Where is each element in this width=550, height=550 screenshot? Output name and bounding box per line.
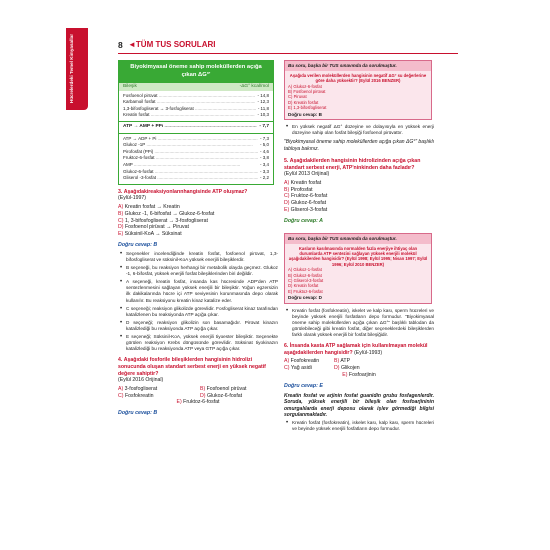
option: C) Fosfokreatin (118, 392, 154, 399)
question-source: (Eylül-1997) (118, 195, 146, 202)
page-number: 8 (118, 40, 123, 50)
answer-q3: Doğru cevap: B (118, 241, 158, 248)
related-answer: Doğru cevap: D (288, 295, 322, 301)
energy-row: Karbamoil fosfat ..... - 12,3 (123, 99, 269, 106)
energy-table-header (119, 83, 273, 91)
option: D) Glukoz-6-fosfat (284, 200, 327, 207)
option: A) Fosfokreatin (284, 358, 320, 365)
q5-options (284, 180, 434, 214)
option: E) Fosfoarjinin (342, 371, 376, 378)
question-text: İnsanda kasta ATP sağlamak için kullanılmayan molekül aşağıdakilerden hangisidir? (284, 343, 428, 356)
question-text: Aşağıdaki fosforile bileşiklerden hangisinin hidrolizi sonucunda oluşan standart serbest enerji en yüksek negatif değere sahiptir? (118, 357, 266, 377)
option: A) Kreatin fosfat (284, 179, 322, 186)
option: D) Kreatin fosfat (288, 99, 319, 105)
option: C) Yağ asidi (284, 365, 312, 372)
option: B) Glukoz -1, 6-bifosfat → Glukoz-6-fosfat (118, 210, 215, 217)
explanation: • B seçeneği, bu reaksiyon herhangi bir metabolik olayda geçmez. Glukoz -1, 6-bifosfat, yüksek enerjili fosfat bileşiklerinden biri değildir. (118, 265, 278, 277)
option: C) Fruktoz-6-fosfat (284, 193, 328, 200)
option: A) Kreatin fosfat → Kreatin (118, 203, 180, 210)
option: C) Piruvat (288, 94, 307, 100)
option: B) Fosfoenol pirüvat (288, 89, 326, 95)
energy-row: Kreatin fosfat ..... - 10,3 (123, 112, 269, 119)
option: C) Gliserol-3-fosfat (288, 278, 324, 284)
option: A) 3-fosfogliserat (118, 385, 158, 392)
option: A) Glukoz-6-fosfat (288, 83, 322, 89)
question-number: 6. (284, 343, 289, 350)
question-5 (284, 158, 434, 178)
question-number: 5. (284, 158, 289, 165)
option: D) Glukoz-6-fosfat (200, 392, 243, 399)
left-column (118, 60, 278, 417)
related-answer: Doğru cevap: B (288, 111, 322, 117)
explanation: • Kreatin fosfat (fosfokreatin), iskelet ve kalp kası, sperm hücreleri ve beyinde yüksek enerjili fosfatların depo formudur. "Biyokimyasal öneme sahip moleküllerden açığa çıkan ΔG°" başlıklı tablodan da görülebileceği gibi kreatin fosfat, diğer seçeneklerdeki bileşiklerden farklı olarak yüksek enerjili bir fosfat bileşiğidir. (284, 308, 434, 338)
question-source: (Eylül-1993) (354, 349, 383, 356)
question-6 (284, 343, 434, 356)
question-4 (118, 357, 278, 383)
related-question-text: Aşağıda verilen moleküllerden hangisinin negatif ΔG° su değerlerine göre daha yüksektir? (Eylül 2016 BENZER) (289, 72, 427, 84)
explanation: • E seçeneği; Süksinil-KoA, yüksek enerjili tiyoester bileşiktir. Seçenekte görülen reaksiyon Krebs döngüsünde görevlidir. Süksinat tiyokinazın katalizlediği bu reaksiyonda ATP veya GTP açığa çıkar. (118, 334, 278, 352)
option: C) 1, 3-bifosfogliserat → 3-fosfogliserat (118, 217, 208, 224)
option: A) Glukoz-1-fosfat (288, 267, 322, 273)
question-source: (Eylül 2013 Orijinal) (284, 171, 330, 178)
explanation: • En yüksek negatif ΔG° düzeyine ve dolayısıyla en yüksek enerji düzeyine sahip olan fosfat bileşiği fosfoenol pirüvattır. (284, 124, 434, 136)
related-question-text: Kasların kasılmasında normalden fazla enerjiye ihtiyaç olan durumlarda ATP sentezini sağlayan yüksek enerjili molekül aşağıdakilerden hangisidir? (Eylül 1998; Eylül 1995; Nisan 1997; Eylül 1996; Eylül 2010 BENZER) (288, 245, 428, 267)
option: B) Glukoz-6-fosfat (288, 272, 322, 278)
option: B) Pirofosfat (284, 186, 313, 193)
energy-table (118, 60, 274, 185)
section-title: ◄TÜM TUS SORULARI (128, 40, 216, 49)
option: E) 1,3-bifosfogliserat (288, 105, 327, 111)
energy-row: Pirofosfat (PPi) ..... - 4,6 (123, 149, 269, 156)
energy-row: Fruktoz-6-fosfat ..... - 3,8 (123, 155, 269, 162)
option: E) Fruktoz-6-fosfat (288, 288, 323, 294)
option: D) Kreatin fosfat (288, 283, 319, 289)
option: D) Fosfoenol pirüvat → Piruvat (118, 224, 189, 231)
related-question-box-1 (284, 60, 432, 120)
energy-row: AMP ..... - 3,4 (123, 162, 269, 169)
energy-table-title: Biyokimyasal öneme sahip moleküllerden açığa çıkan ΔG°' (119, 61, 273, 83)
answer-q4: Doğru cevap: B (118, 410, 158, 417)
explanation: • A seçeneği, kreatin fosfat, insanda kas hücresinde ADP'den ATP sentezlenmesini sağlayan yüksek enerjili bir bileşiktir. Yoğun egzersizin ilk dakikalarında hücre içi ATP seviyesinin korunmasında depo olarak kullanılır. Bu reaksiyonu kreatin kinaz katalize eder. (118, 279, 278, 303)
related-box-header: Bu soru, başka bir TUS sınavında da sorulmuştur. (285, 61, 431, 71)
option: B) Fosfoenol pirüvat (200, 385, 247, 392)
energy-col-dg: -ΔG° kcal/mol (239, 84, 269, 90)
option: B) ATP (334, 358, 351, 365)
table-reference-note: "Biyokimyasal öneme sahip moleküllerden açığa çıkan ΔG°" başlıklı tabloya bakınız. (284, 139, 434, 152)
option: E) Gliserol-3-fosfat (284, 207, 328, 214)
side-chapter-label: Hücrelerdeki Temel Kimyasallar (69, 34, 74, 104)
question-3 (118, 189, 278, 202)
energy-row: Fosfoenol pirüvat ..... - 14,8 (123, 93, 269, 100)
energy-row: Glukoz -1P ..... - 5,0 (123, 142, 269, 149)
energy-group-high (119, 91, 273, 122)
option: E) Fruktoz-6-fosfat (176, 399, 220, 406)
q4-options (118, 386, 278, 400)
option: E) Süksinil-KoA → Süksinat (118, 231, 182, 238)
right-column (284, 60, 434, 433)
explanation: • Kreatin fosfat (fosfokreatin), iskelet kası, kalp kası, sperm hücreleri ve beyinde yüksek enerjili fosfatların depo formudur. (284, 420, 434, 432)
q6-options (284, 358, 434, 372)
page-header (118, 40, 458, 54)
energy-row: Gliserol -3-fosfat ..... - 2,2 (123, 175, 269, 182)
energy-col-compound: Bileşik (123, 84, 137, 90)
question-text: Aşağıdakilerden hangisinin hidrolizinden açığa çıkan standart serbest enerji, ATP'ninkinden daha fazladır? (284, 158, 421, 171)
q3-options (118, 204, 278, 238)
question-text: Aşağıdakireaksiyonlarınhangisinde ATP oluşmaz? (123, 188, 248, 195)
explanation-paragraph: Kreatin fosfat ve arjinin fosfat guanidin grubu fosfagenlerdir. Soruda, yüksek enerjili bir bileşik olan fosfoarjininin omurgalılarda enerji deposu olarak işlev görmediği bilgisi sorgulanmaktadır. (284, 392, 434, 418)
question-number: 4. (118, 357, 123, 364)
energy-row: ATP → ADP + Pi ..... - 7,3 (123, 136, 269, 143)
option: D) Glikojen (334, 365, 360, 372)
side-chapter-tab (66, 28, 88, 110)
energy-group-low (119, 134, 273, 184)
explanation: • D seçeneği; reaksiyon glikolizin son basamağıdır. Pirüvat kinazın katalizlediği bu reaksiyonda ATP açığa çıkar. (118, 320, 278, 332)
explanation: • C seçeneği; reaksiyon glikolizde görevlidir. Fosfogliserat kinaz tarafından katalizlenen bu reaksiyonda ATP açığa çıkar. (118, 306, 278, 318)
energy-row: ATP → AMP + PPi ..... - 7,7 (123, 124, 269, 131)
related-box-header: Bu soru, başka bir TUS sınavında da sorulmuştur. (285, 234, 431, 244)
energy-row: 1,3-bifosfogliserat → 3-fosfogliserat ..... - 11,8 (123, 106, 269, 113)
answer-q6: Doğru cevap: E (284, 382, 323, 389)
answer-q5: Doğru cevap: A (284, 217, 323, 224)
energy-group-atp (119, 122, 273, 134)
related-question-box-2 (284, 233, 432, 304)
question-source: (Eylül 2016 Orijinal) (118, 377, 164, 384)
energy-row: Glukoz-6-fosfat ..... - 3,3 (123, 169, 269, 176)
question-number: 3. (118, 188, 123, 195)
explanation: • Seçenekler incelendiğinde kreatin fosfat, fosfoenol pirüvat, 1,3-bifosfogliserat ve süksinil-KoA yüksek enerjili bileşiklerdir. (118, 251, 278, 263)
